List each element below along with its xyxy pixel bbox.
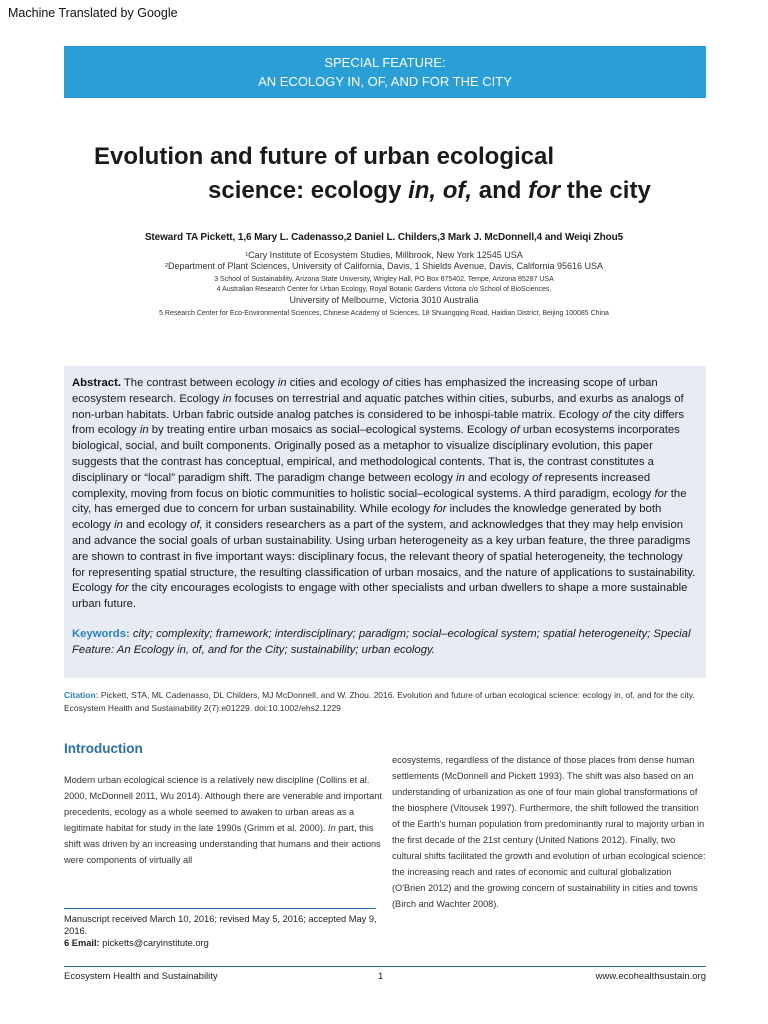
affiliation-1: ¹Cary Institute of Ecosystem Studies, Millbrook, New York 12545 USA	[245, 250, 523, 260]
email-address[interactable]: picketts@caryinstitute.org	[102, 938, 209, 948]
keywords-paragraph	[72, 627, 698, 659]
manuscript-dates: Manuscript received March 10, 2016; revised May 5, 2016; accepted May 9, 2016.	[64, 914, 377, 936]
abstract-text: The contrast between ecology in cities and ecology of cities has emphasized the increasing scope of urban ecosystem research. Ecology in focuses on terrestrial and aquatic patches within cities, suburbs, and exurbs as analogs of non-urban habitats. Urban fabric outside analog patches is considered to be inhospi-table matrix. Ecology of the city differs from ecology in by treating entire urban mosaics as social–ecological systems. Ecology of urban ecosystems incorporates biological, social, and built components. Originally posed as a metaphor to visualize disciplinary evolution, this paper suggests that the contrast has conceptual, empirical, and methodological contents. That is, the contrast constitutes a disciplinary or “local” paradigm shift. The paradigm change between ecology in and ecology of represents increased complexity, moving from focus on biotic communities to holistic social–ecological systems. A third paradigm, ecology for the city, has emerged due to concern for urban sustainability. While ecology for includes the knowledge generated by both ecology in and ecology of, it considers researchers as a part of the system, and acknowledges that they may help envision and advance the social goals of urban sustainability. Using urban heterogeneity as a key urban feature, the three paradigms are shown to contrast in five important ways: disciplinary focus, the relevant theory of spatial heterogeneity, the technology for representing spatial structure, the resulting classification of urban mosaics, and the nature of applications to sustainability. Ecology for the city encourages ecologists to engage with other specialists and urban dwellers to shape a more sustainable urban future.	[72, 377, 696, 611]
abstract-paragraph	[72, 376, 698, 613]
article-title	[60, 140, 720, 208]
affiliation-2: ²Department of Plant Sciences, University of California, Davis, 1 Shields Avenue, Davis, California 95616 USA	[164, 261, 604, 271]
footer-journal: Ecosystem Health and Sustainability	[64, 971, 218, 982]
footnote	[64, 913, 380, 949]
email-label: 6 Email:	[64, 938, 100, 948]
footer-divider	[64, 966, 706, 967]
citation-text: Pickett, STA, ML Cadenasso, DL Childers, MJ McDonnell, and W. Zhou. 2016. Evolution and future of urban ecological science: ecology in, of, and for the city. Ecosystem Health and Sustainability 2(7):e01229. doi:10.1002/ehs2.1229	[64, 690, 695, 713]
affiliation-5: 5 Research Center for Eco-Environmental Sciences, Chinese Academy of Sciences, 18 Shuangqing Road, Haidian District, Beijing 100085 China	[159, 310, 609, 317]
banner-line-1: SPECIAL FEATURE:	[324, 55, 446, 70]
introduction-heading: Introduction	[64, 741, 143, 756]
banner-line-2: AN ECOLOGY IN, OF, AND FOR THE CITY	[258, 74, 512, 89]
abstract-label: Abstract.	[72, 377, 121, 389]
citation-label: Citation:	[64, 690, 99, 700]
abstract-box	[64, 366, 706, 678]
footer-url[interactable]: www.ecohealthsustain.org	[595, 971, 706, 982]
special-feature-banner	[64, 46, 706, 98]
affiliation-4: 4 Australian Research Center for Urban Ecology, Royal Botanic Gardens Victoria c/o School of BioSciences,	[216, 286, 552, 293]
machine-translated-notice: Machine Translated by Google	[8, 6, 178, 20]
affiliation-3: 3 School of Sustainability, Arizona State University, Wrigley Hall, PO Box 875402, Tempe, Arizona 85287 USA	[214, 276, 554, 283]
keywords-label: Keywords:	[72, 627, 130, 640]
footnote-divider	[64, 908, 376, 909]
citation	[64, 689, 706, 715]
keywords-text: city; complexity; framework; interdisciplinary; paradigm; social–ecological system; spatial heterogeneity; Special Feature: An Ecology in, of, and for the City; sustainability; urban ecology.	[72, 627, 691, 656]
introduction-left-column: Modern urban ecological science is a relatively new discipline (Collins et al. 2000, McDonnell 2011, Wu 2014). Although there are venerable and important precedents, ecology as a whole seemed to awaken to urban areas as a legitimate habitat for study in the late 1990s (Grimm et al. 2000). In part, this shift was driven by an increasing understanding that humans and their actions were components of virtually all	[64, 775, 382, 865]
author-list: Steward TA Pickett, 1,6 Mary L. Cadenasso,2 Daniel L. Childers,3 Mark J. McDonnell,4 and Weiqi Zhou5	[144, 232, 624, 243]
correspondence-email	[64, 937, 380, 949]
title-line-2: science: ecology in, of, and for the city	[208, 177, 651, 204]
affiliation-4-continued: University of Melbourne, Victoria 3010 Australia	[289, 295, 479, 305]
affiliations	[40, 250, 728, 319]
introduction-right-column: ecosystems, regardless of the distance of those places from dense human settlements (McDonnell and Pickett 1993). The shift was also based on an understanding of urbanization as one of four main global transformations of the biosphere (Vitousek 1997). Furthermore, the shift followed the transition of the Earth's human population from predominantly rural to majority urban in the first decade of the 21st century (United Nations 2012). Finally, two cultural shifts facilitated the growth and evolution of urban ecological science: the increasing reach and rates of economic and cultural globalization (O'Brien 2012) and the growing concern of sustainability in cities and towns (Birch and Wachter 2008).	[392, 755, 706, 909]
page-number: 1	[378, 971, 384, 982]
title-line-1: Evolution and future of urban ecological	[94, 143, 555, 170]
